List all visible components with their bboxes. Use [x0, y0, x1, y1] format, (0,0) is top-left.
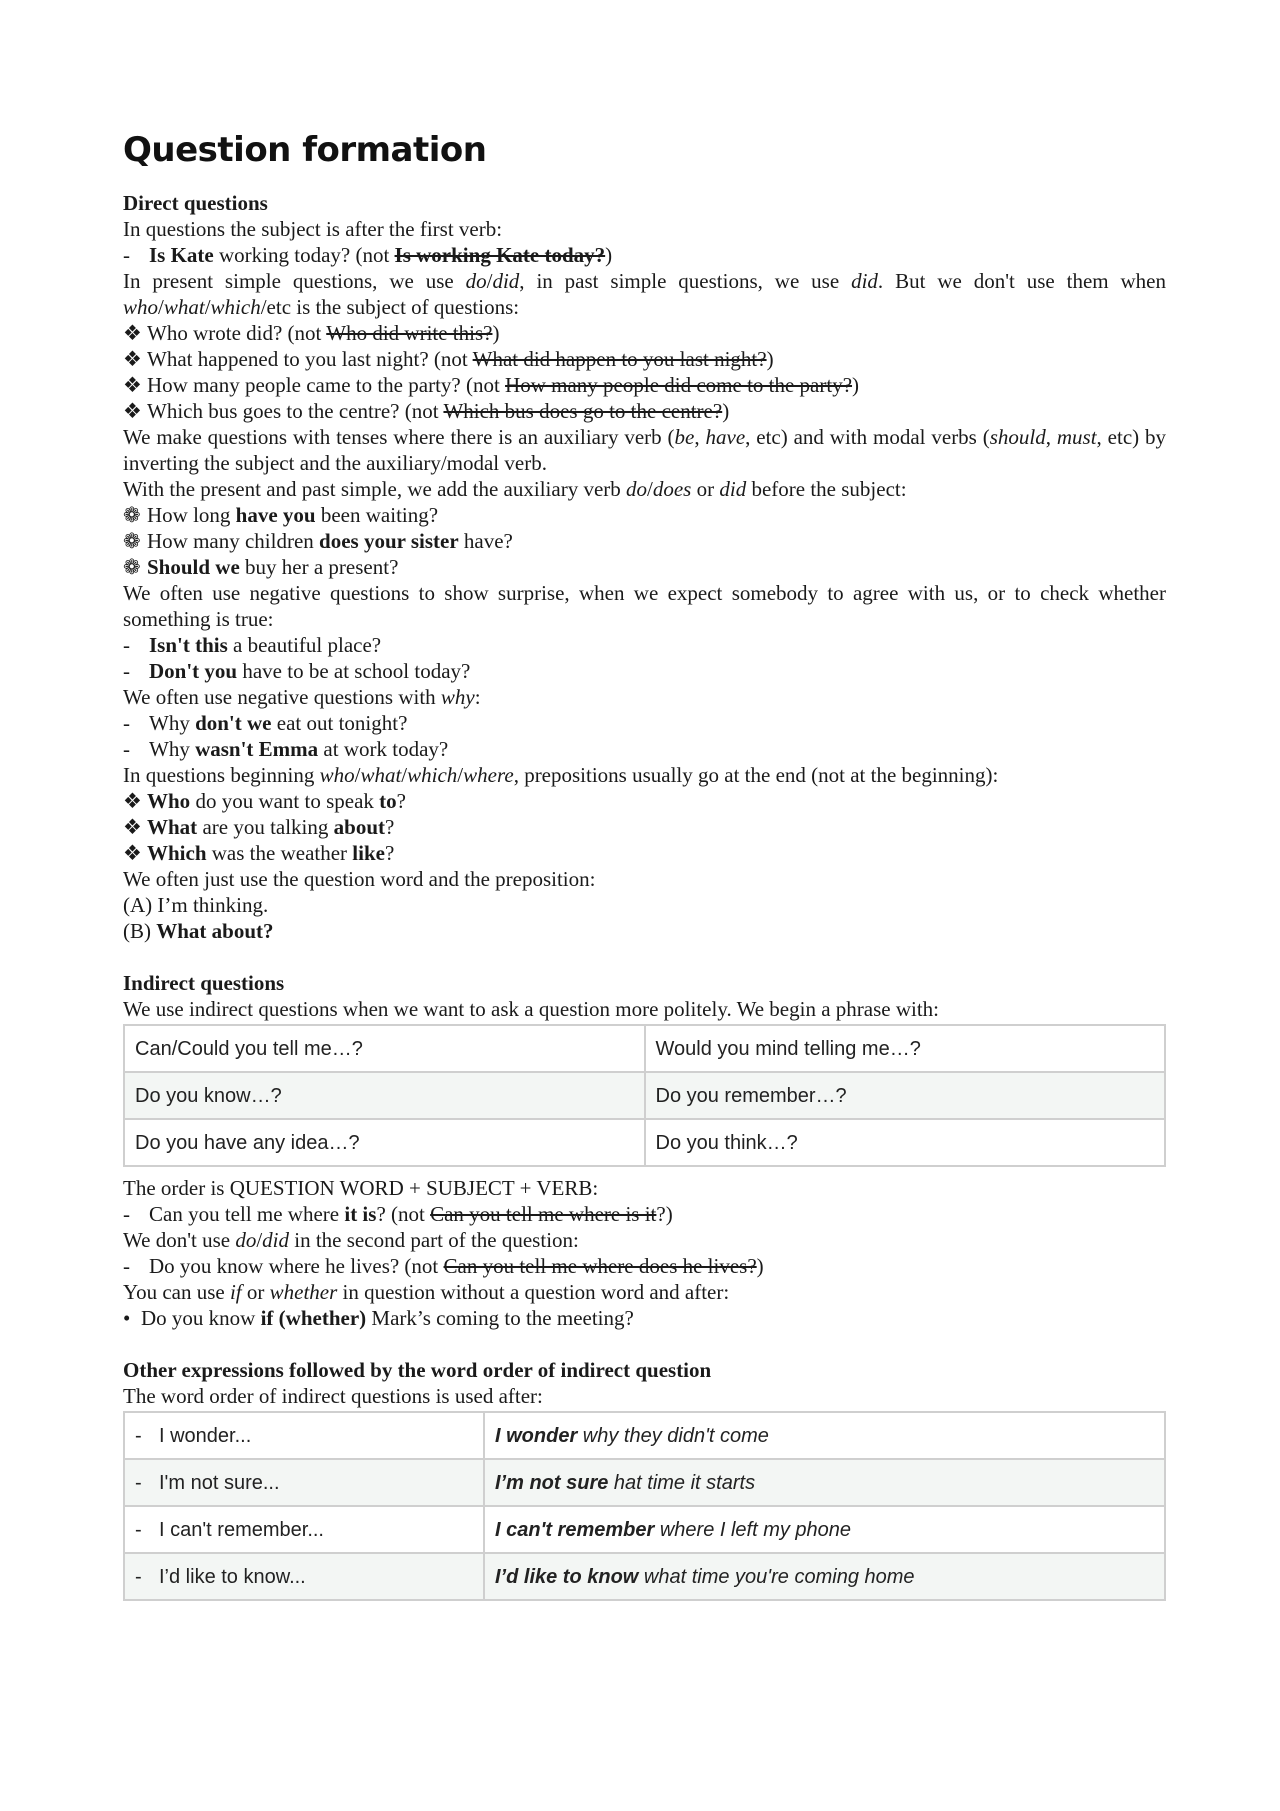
table-cell: Do you have any idea…?: [124, 1119, 645, 1166]
paragraph-why: We often use negative questions with why:: [123, 685, 481, 709]
table-row: [124, 1459, 1165, 1506]
direct-intro: In questions the subject is after the first verb:: [123, 217, 503, 241]
table-cell: I’m not sure hat time it starts: [484, 1459, 1165, 1506]
table-cell: I wonder why they didn't come: [484, 1412, 1165, 1459]
dialog-line-a: (A) I’m thinking.: [123, 893, 269, 917]
paragraph-question-word: We often just use the question word and the preposition:: [123, 867, 596, 891]
list-item: ❖ Who wrote did? (not Who did write this?): [123, 321, 500, 345]
list-item: ❖ Who do you want to speak to?: [123, 789, 406, 813]
example-line: - Do you know where he lives? (not Can you tell me where does he lives?): [123, 1254, 764, 1278]
flower-bullet-icon: ❁: [123, 529, 141, 553]
table-cell: - I'm not sure...: [124, 1459, 484, 1506]
dot-bullet-icon: •: [123, 1306, 131, 1330]
indirect-questions-heading: Indirect questions: [123, 971, 285, 995]
word-order-rule: The order is QUESTION WORD + SUBJECT + VERB:: [123, 1176, 599, 1200]
list-item: - Why don't we eat out tonight?: [123, 711, 408, 735]
table-cell: - I’d like to know...: [124, 1553, 484, 1600]
list-item: ❁ How long have you been waiting?: [123, 503, 439, 527]
table-row: [124, 1119, 1165, 1166]
page-title: Question formation: [123, 130, 487, 170]
list-item: ❖ How many people came to the party? (not How many people did come to the party?): [123, 373, 860, 397]
example-line: • Do you know if (whether) Mark’s coming to the meeting?: [123, 1306, 634, 1330]
table-cell: I’d like to know what time you're coming home: [484, 1553, 1165, 1600]
paragraph-auxiliary: We make questions with tenses where there is an auxiliary verb (be, have, etc) and with modal verbs (should, must, etc) by inverting the subject and the auxiliary/modal verb.: [123, 425, 1167, 475]
table-row: [124, 1072, 1165, 1119]
other-intro: The word order of indirect questions is used after:: [123, 1384, 543, 1408]
paragraph-negative: We often use negative questions to show surprise, when we expect somebody to agree with us, or to check whether something is true:: [123, 581, 1166, 631]
list-item: ❖ Which was the weather like?: [123, 841, 395, 865]
table-row: [124, 1506, 1165, 1553]
indirect-intro: We use indirect questions when we want to ask a question more politely. We begin a phrase with:: [123, 997, 940, 1021]
table-cell: - I wonder...: [124, 1412, 484, 1459]
table-cell: - I can't remember...: [124, 1506, 484, 1553]
flower-bullet-icon: ❁: [123, 503, 141, 527]
list-item: ❁ Should we buy her a present?: [123, 555, 399, 579]
paragraph-no-do-did: We don't use do/did in the second part of the question:: [123, 1228, 579, 1252]
diamond-bullet-icon: ❖: [123, 373, 142, 397]
table-row: [124, 1553, 1165, 1600]
table-cell: Do you know…?: [124, 1072, 645, 1119]
document-page: [123, 128, 1166, 1601]
table-cell: Do you think…?: [645, 1119, 1166, 1166]
table-row: [124, 1412, 1165, 1459]
list-item: ❖ Which bus goes to the centre? (not Which bus does go to the centre?): [123, 399, 730, 423]
diamond-bullet-icon: ❖: [123, 841, 142, 865]
diamond-bullet-icon: ❖: [123, 789, 142, 813]
other-expressions-heading: Other expressions followed by the word order of indirect question: [123, 1358, 712, 1382]
list-item: - Isn't this a beautiful place?: [123, 633, 382, 657]
list-item: - Why wasn't Emma at work today?: [123, 737, 449, 761]
paragraph-if-whether: You can use if or whether in question without a question word and after:: [123, 1280, 730, 1304]
list-item: ❖ What are you talking about?: [123, 815, 395, 839]
list-item: ❖ What happened to you last night? (not What did happen to you last night?): [123, 347, 774, 371]
example-line: - Can you tell me where it is? (not Can you tell me where is it?): [123, 1202, 673, 1226]
dialog-line-b: (B) What about?: [123, 919, 274, 943]
diamond-bullet-icon: ❖: [123, 347, 142, 371]
example-line: - Is Kate working today? (not Is working Kate today?): [123, 243, 613, 267]
list-item: ❁ How many children does your sister have?: [123, 529, 513, 553]
table-cell: Do you remember…?: [645, 1072, 1166, 1119]
other-expressions-table: [123, 1411, 1166, 1601]
table-cell: Can/Could you tell me…?: [124, 1025, 645, 1072]
table-row: [124, 1025, 1165, 1072]
list-item: - Don't you have to be at school today?: [123, 659, 471, 683]
diamond-bullet-icon: ❖: [123, 399, 142, 423]
paragraph-do-did: In present simple questions, we use do/did, in past simple questions, we use did. But we don't use them when who/what/which/etc is the subject of questions:: [123, 269, 1166, 319]
flower-bullet-icon: ❁: [123, 555, 141, 579]
direct-questions-heading: Direct questions: [123, 191, 268, 215]
table-cell: Would you mind telling me…?: [645, 1025, 1166, 1072]
table-cell: I can't remember where I left my phone: [484, 1506, 1165, 1553]
indirect-phrases-table: [123, 1024, 1166, 1167]
paragraph-prepositions: In questions beginning who/what/which/where, prepositions usually go at the end (not at the beginning):: [123, 763, 999, 787]
paragraph-present-past: With the present and past simple, we add the auxiliary verb do/does or did before the subject:: [123, 477, 907, 501]
diamond-bullet-icon: ❖: [123, 321, 142, 345]
diamond-bullet-icon: ❖: [123, 815, 142, 839]
